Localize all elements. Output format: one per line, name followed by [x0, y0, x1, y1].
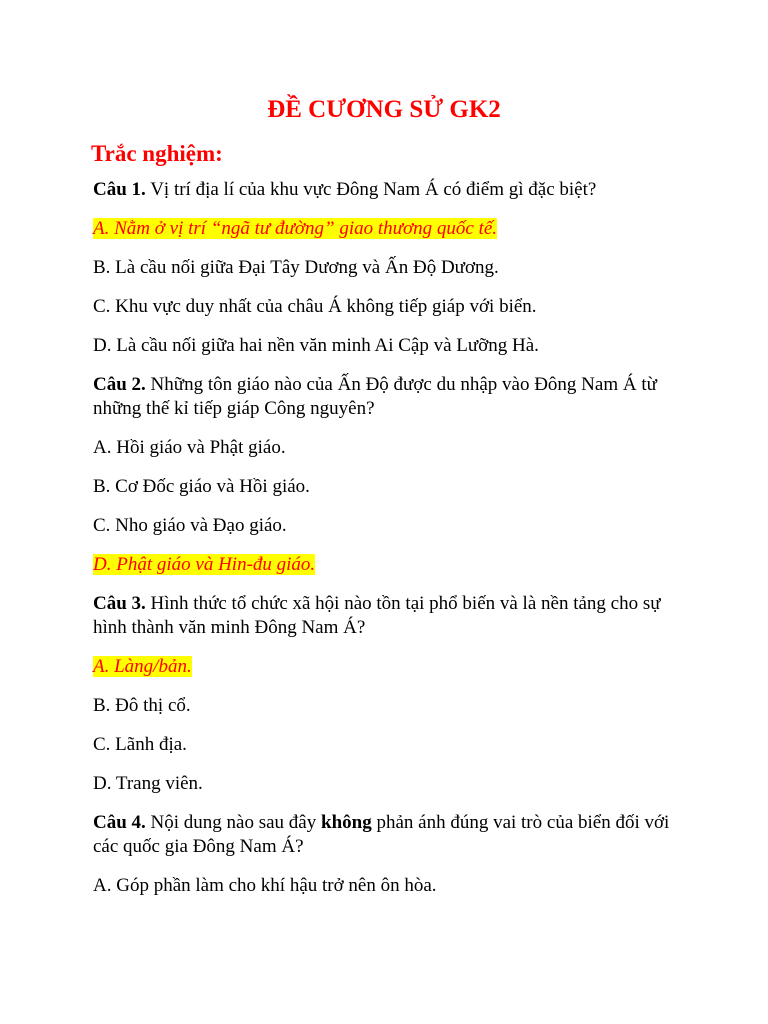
question-list — [93, 178, 693, 913]
question-number: Câu 3. — [93, 593, 146, 614]
question-1-option-c: C. Khu vực duy nhất của châu Á không tiếp giáp với biển. — [93, 296, 537, 317]
question-text: Hình thức tổ chức xã hội nào tồn tại phổ biến và là nền tảng cho sự hình thành văn minh Đông Nam Á? — [93, 593, 661, 638]
question-4-stem — [93, 811, 693, 859]
question-text: phản ánh đúng vai trò của biển đối với các quốc gia Đông Nam Á? — [93, 812, 670, 857]
highlighted-answer: D. Phật giáo và Hin-đu giáo. — [93, 554, 316, 575]
highlighted-answer: A. Làng/bản. — [93, 656, 192, 677]
section-heading-multiple-choice: Trắc nghiệm: — [91, 141, 223, 166]
question-1-option-a — [93, 217, 693, 241]
question-3-stem — [93, 592, 693, 640]
question-3-option-b: B. Đô thị cổ. — [93, 695, 191, 716]
document-title: ĐỀ CƯƠNG SỬ GK2 — [267, 96, 501, 123]
question-number: Câu 2. — [93, 374, 146, 395]
question-text: Vị trí địa lí của khu vực Đông Nam Á có điểm gì đặc biệt? — [145, 179, 597, 200]
question-number: Câu 1. — [93, 179, 146, 200]
question-3-option-d: D. Trang viên. — [93, 773, 203, 794]
emphasized-word: không — [321, 812, 372, 833]
question-1-option-b: B. Là cầu nối giữa Đại Tây Dương và Ấn Độ Dương. — [93, 257, 499, 278]
question-2-option-a: A. Hồi giáo và Phật giáo. — [93, 437, 286, 458]
question-number: Câu 4. — [93, 812, 146, 833]
question-text: Những tôn giáo nào của Ấn Độ được du nhập vào Đông Nam Á từ những thế kỉ tiếp giáp Công nguyên? — [93, 374, 657, 419]
highlighted-answer: A. Nằm ở vị trí “ngã tư đường” giao thương quốc tế. — [93, 218, 498, 239]
question-3-option-a — [93, 655, 693, 679]
question-2-stem — [93, 373, 693, 421]
question-1-option-d: D. Là cầu nối giữa hai nền văn minh Ai Cập và Lưỡng Hà. — [93, 335, 539, 356]
question-4-option-a: A. Góp phần làm cho khí hậu trở nên ôn hòa. — [93, 875, 437, 896]
question-2-option-b: B. Cơ Đốc giáo và Hồi giáo. — [93, 476, 310, 497]
question-1-stem — [93, 178, 693, 202]
question-3-option-c: C. Lãnh địa. — [93, 734, 187, 755]
question-2-option-d — [93, 553, 693, 577]
question-text: Nội dung nào sau đây — [145, 812, 321, 833]
question-2-option-c: C. Nho giáo và Đạo giáo. — [93, 515, 287, 536]
